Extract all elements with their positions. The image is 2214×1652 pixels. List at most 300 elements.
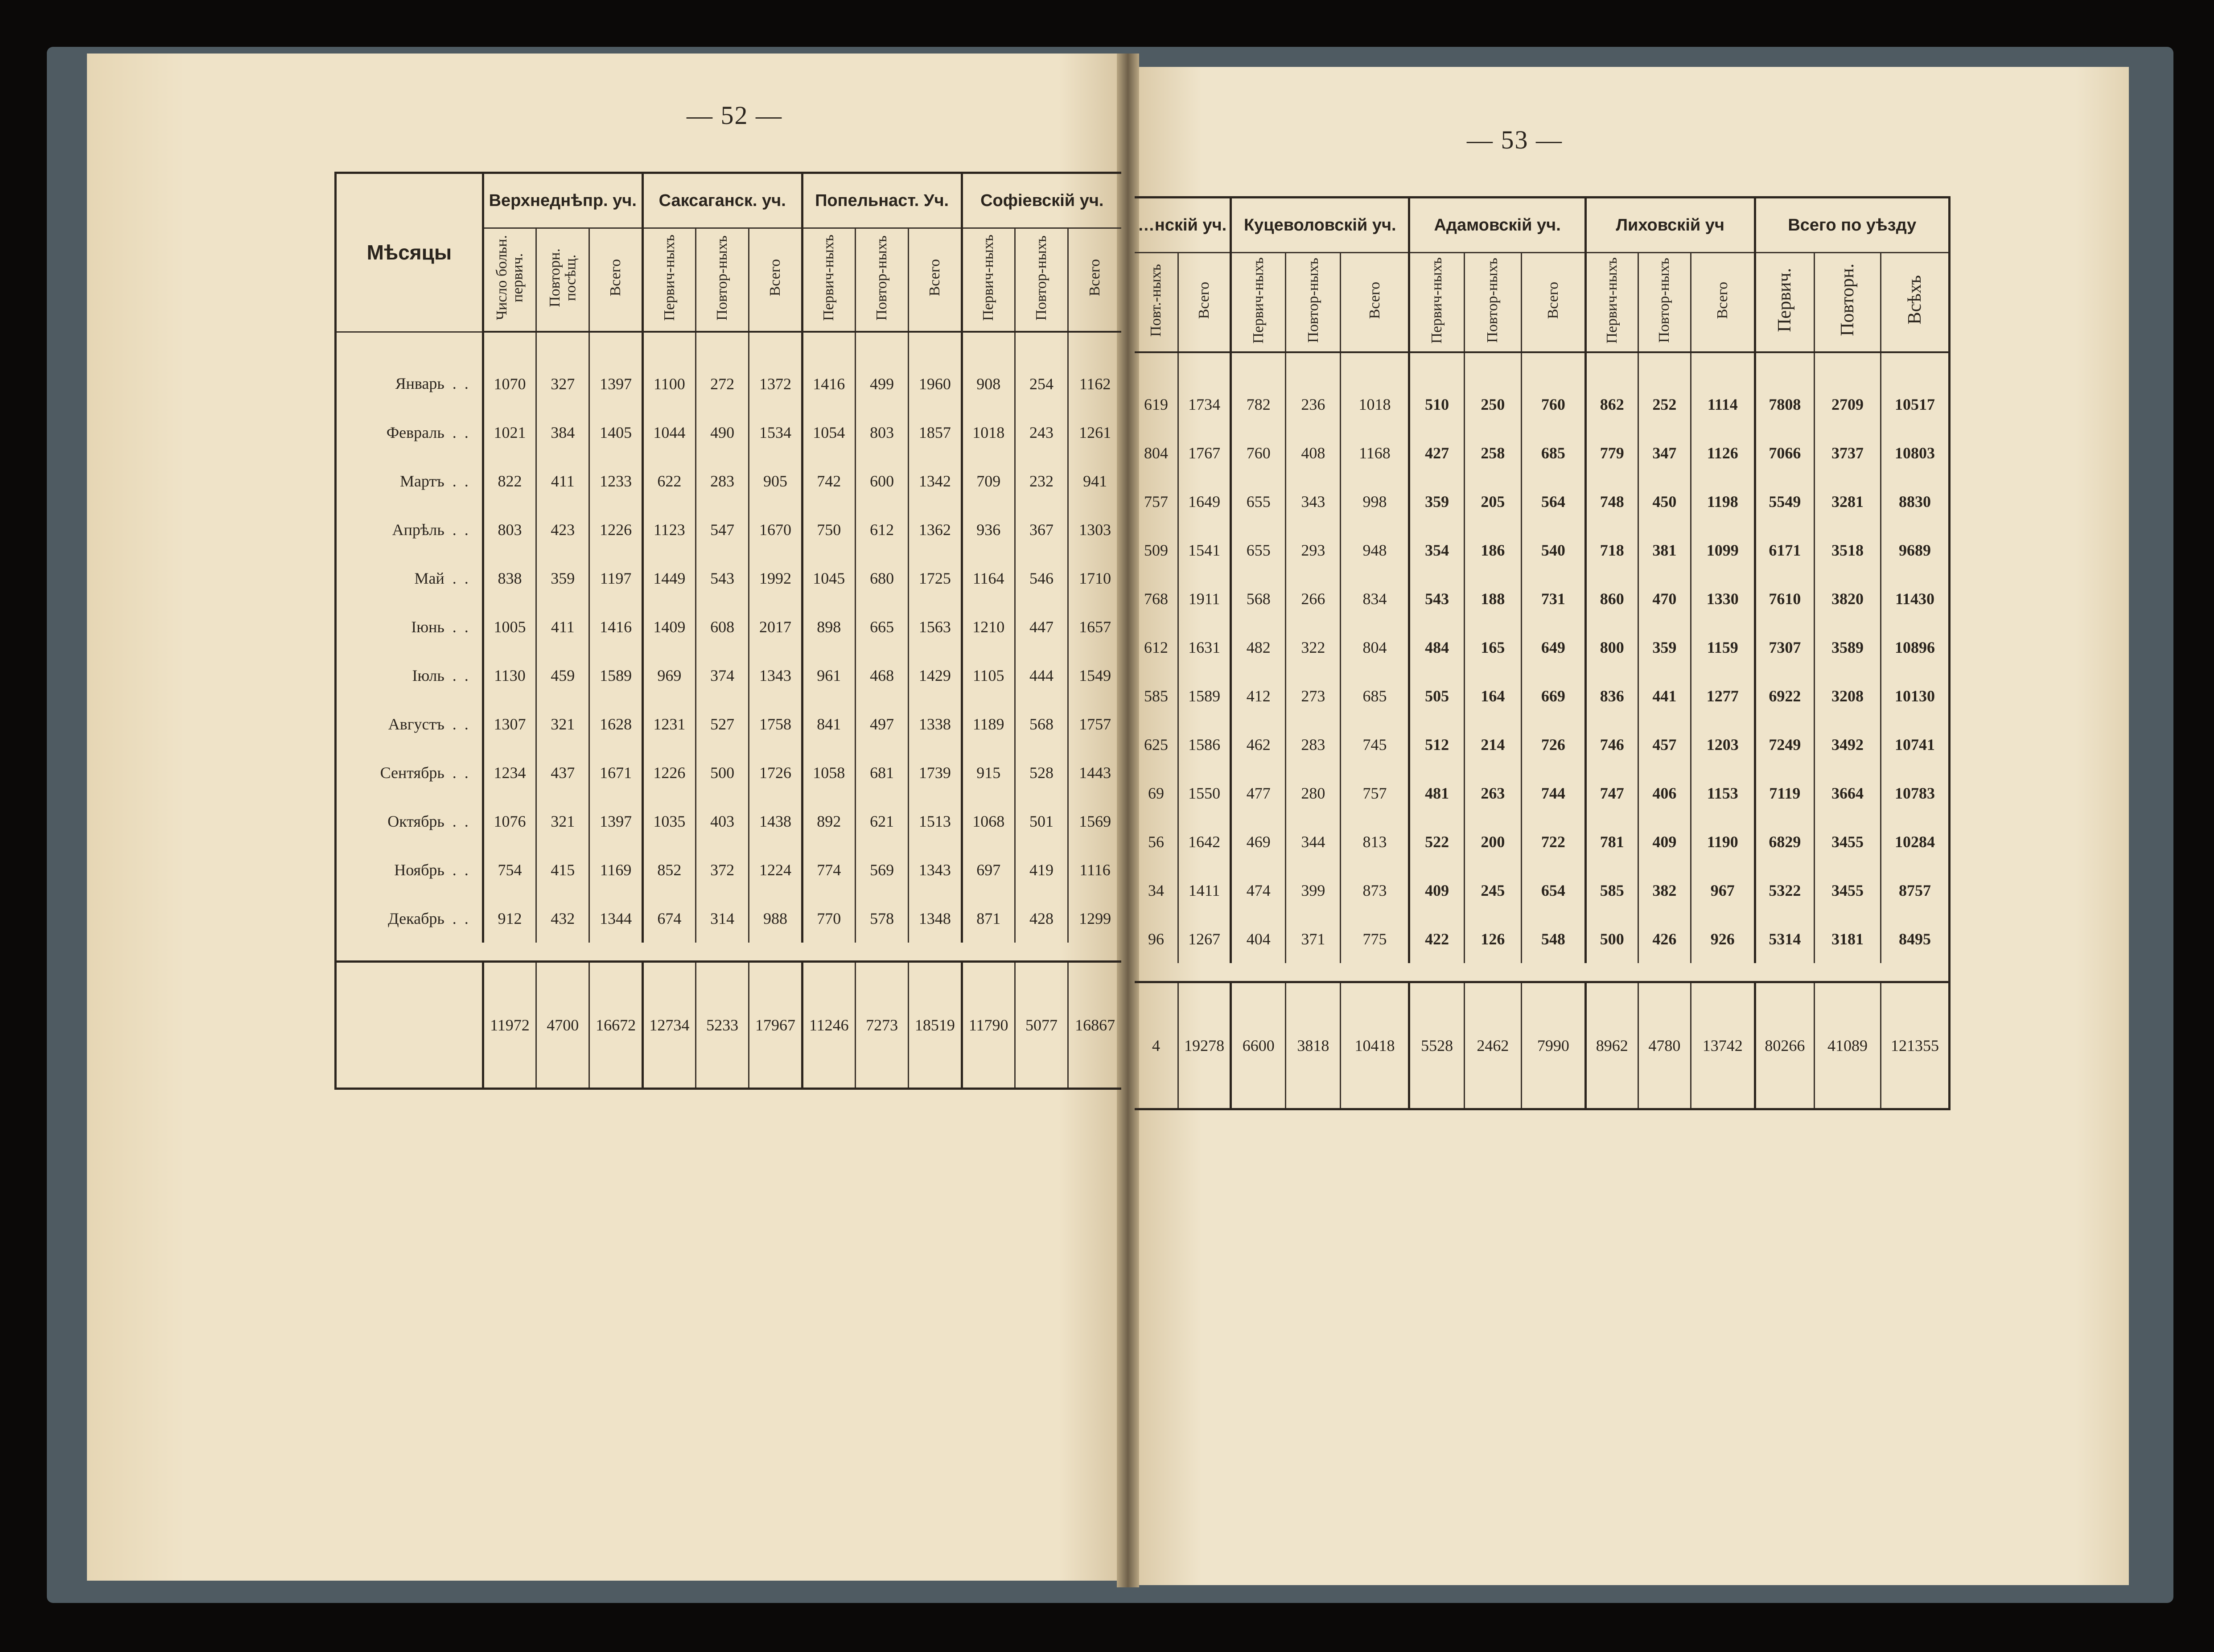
table-cell: 7249 xyxy=(1755,720,1814,769)
total-cell: 6600 xyxy=(1231,982,1286,1109)
table-cell: 457 xyxy=(1638,720,1691,769)
right-subheader-0-0 xyxy=(1135,253,1178,353)
table-cell: 5314 xyxy=(1755,915,1814,963)
table-cell: 7119 xyxy=(1755,769,1814,817)
table-cell: 371 xyxy=(1286,915,1341,963)
table-row xyxy=(1135,866,1950,915)
left-subheader-3-2 xyxy=(1068,228,1121,332)
table-cell: 3208 xyxy=(1815,672,1881,720)
table-cell: 6922 xyxy=(1755,672,1814,720)
right-subheader-text: Повтор-ныхъ xyxy=(1484,258,1501,343)
table-cell: 1299 xyxy=(1068,894,1121,943)
table-cell: 214 xyxy=(1464,720,1521,769)
right-subheader-text: Первич-ныхъ xyxy=(1603,257,1620,344)
table-cell: 11430 xyxy=(1881,574,1949,623)
right-subheader-1-0 xyxy=(1231,253,1286,353)
table-cell: 1443 xyxy=(1068,748,1121,797)
table-cell: 470 xyxy=(1638,574,1691,623)
right-subheader-2-0 xyxy=(1409,253,1464,353)
table-cell: 1992 xyxy=(749,554,802,602)
table-cell: 432 xyxy=(536,894,589,943)
table-cell: 34 xyxy=(1148,881,1165,899)
table-cell: 462 xyxy=(1231,720,1286,769)
table-cell: 1857 xyxy=(909,408,962,457)
right-group-header-0: …нскій уч. xyxy=(1135,198,1231,253)
table-cell: 569 xyxy=(855,845,908,894)
table-cell: 1197 xyxy=(589,554,642,602)
table-cell: 685 xyxy=(1341,672,1409,720)
table-cell: 757 xyxy=(1144,492,1169,511)
total-cell: 16672 xyxy=(589,962,642,1089)
table-cell: 988 xyxy=(749,894,802,943)
table-cell: 912 xyxy=(483,894,536,943)
table-cell: 126 xyxy=(1464,915,1521,963)
table-cell: 408 xyxy=(1286,428,1341,477)
table-cell: 731 xyxy=(1521,574,1585,623)
table-cell: 813 xyxy=(1341,817,1409,866)
table-cell: 382 xyxy=(1638,866,1691,915)
table-cell: 1226 xyxy=(642,748,695,797)
table-cell: 547 xyxy=(696,505,749,554)
table-cell: 800 xyxy=(1585,623,1638,672)
table-cell: 283 xyxy=(1286,720,1341,769)
table-cell: 1642 xyxy=(1178,817,1231,866)
table-cell: 1541 xyxy=(1178,526,1231,574)
table-cell: 548 xyxy=(1521,915,1585,963)
table-cell: 232 xyxy=(1015,457,1068,505)
table-row xyxy=(336,651,1122,700)
table-cell: 998 xyxy=(1341,477,1409,526)
table-cell: 1416 xyxy=(589,602,642,651)
table-cell: 600 xyxy=(855,457,908,505)
table-cell: 697 xyxy=(962,845,1015,894)
table-cell: 10803 xyxy=(1881,428,1949,477)
table-cell: 266 xyxy=(1286,574,1341,623)
table-cell: 468 xyxy=(855,651,908,700)
table-cell: 1589 xyxy=(1178,672,1231,720)
table-cell: 273 xyxy=(1286,672,1341,720)
table-cell: 852 xyxy=(642,845,695,894)
table-cell: 499 xyxy=(855,332,908,408)
table-cell: 374 xyxy=(696,651,749,700)
left-subheader-text: Число больн. первич. xyxy=(493,235,526,321)
table-cell: 860 xyxy=(1585,574,1638,623)
table-cell: 1343 xyxy=(749,651,802,700)
total-cell: 2462 xyxy=(1464,982,1521,1109)
table-cell: 948 xyxy=(1341,526,1409,574)
table-cell: 681 xyxy=(855,748,908,797)
right-subheader-3-0 xyxy=(1585,253,1638,353)
table-cell: 469 xyxy=(1231,817,1286,866)
table-cell: 760 xyxy=(1521,352,1585,428)
table-cell: 327 xyxy=(536,332,589,408)
table-cell: 8495 xyxy=(1881,915,1949,963)
table-cell: 1405 xyxy=(589,408,642,457)
table-cell: 915 xyxy=(962,748,1015,797)
table-cell: 1100 xyxy=(642,332,695,408)
table-row xyxy=(1135,817,1950,866)
table-cell: 742 xyxy=(802,457,855,505)
table-cell: 1035 xyxy=(642,797,695,845)
table-cell: 359 xyxy=(1409,477,1464,526)
table-cell: 1438 xyxy=(749,797,802,845)
table-cell: 1226 xyxy=(589,505,642,554)
table-cell: 1261 xyxy=(1068,408,1121,457)
table-cell: 2017 xyxy=(749,602,802,651)
table-row xyxy=(336,332,1122,408)
table-cell: 1018 xyxy=(962,408,1015,457)
table-cell: 522 xyxy=(1409,817,1464,866)
totals-row xyxy=(1135,982,1950,1109)
total-cell: 80266 xyxy=(1755,982,1814,1109)
table-cell: 898 xyxy=(802,602,855,651)
table-row xyxy=(1135,672,1950,720)
right-subheader-1-2 xyxy=(1341,253,1409,353)
table-row xyxy=(1135,720,1950,769)
right-subheader-text: Всѣхъ xyxy=(1904,275,1925,325)
table-cell: 746 xyxy=(1585,720,1638,769)
right-subheader-text: Всего xyxy=(1196,281,1213,319)
spacer-row xyxy=(1135,963,1950,982)
table-cell: 293 xyxy=(1286,526,1341,574)
right-subheader-text: Повт.-ныхъ xyxy=(1148,264,1165,337)
table-cell: 404 xyxy=(1231,915,1286,963)
right-subheader-text: Повторн. xyxy=(1837,264,1858,336)
left-subheader-text: Повтор-ныхъ xyxy=(873,235,890,321)
right-subheader-4-1 xyxy=(1815,253,1881,353)
table-cell: 528 xyxy=(1015,748,1068,797)
table-cell: 1734 xyxy=(1178,352,1231,428)
totals-label-cell xyxy=(336,962,483,1089)
table-cell: 7808 xyxy=(1755,352,1814,428)
right-subheader-4-0 xyxy=(1755,253,1814,353)
table-cell: 500 xyxy=(1585,915,1638,963)
table-cell: 1068 xyxy=(962,797,1015,845)
table-cell: 1045 xyxy=(802,554,855,602)
left-subheader-text: Первич-ныхъ xyxy=(820,235,837,321)
table-cell: 625 xyxy=(1144,735,1169,754)
table-cell: 564 xyxy=(1521,477,1585,526)
total-cell: 4 xyxy=(1135,982,1178,1109)
table-cell: 748 xyxy=(1585,477,1638,526)
table-cell: 450 xyxy=(1638,477,1691,526)
table-cell: 862 xyxy=(1585,352,1638,428)
table-cell: 10783 xyxy=(1881,769,1949,817)
right-subheader-text: Всего xyxy=(1366,281,1383,319)
table-cell: 757 xyxy=(1341,769,1409,817)
left-subheader-text: Всего xyxy=(607,259,624,297)
table-cell: 1153 xyxy=(1691,769,1755,817)
table-cell: 1569 xyxy=(1068,797,1121,845)
table-cell: 188 xyxy=(1464,574,1521,623)
table-cell: 1044 xyxy=(642,408,695,457)
table-cell: 263 xyxy=(1464,769,1521,817)
total-cell: 7990 xyxy=(1521,982,1585,1109)
table-cell: 585 xyxy=(1585,866,1638,915)
table-cell: 186 xyxy=(1464,526,1521,574)
table-cell: 415 xyxy=(536,845,589,894)
table-cell: 841 xyxy=(802,700,855,748)
table-cell: 10284 xyxy=(1881,817,1949,866)
table-row xyxy=(336,457,1122,505)
table-cell: 804 xyxy=(1341,623,1409,672)
table-cell: 781 xyxy=(1585,817,1638,866)
table-cell: 372 xyxy=(696,845,749,894)
left-subheader-2-1 xyxy=(855,228,908,332)
table-cell: 484 xyxy=(1409,623,1464,672)
table-cell: 9689 xyxy=(1881,526,1949,574)
table-row xyxy=(336,797,1122,845)
table-cell: 1210 xyxy=(962,602,1015,651)
table-cell: 6829 xyxy=(1755,817,1814,866)
table-cell: 1070 xyxy=(483,332,536,408)
table-cell: 56 xyxy=(1148,832,1165,851)
table-cell: 585 xyxy=(1144,687,1169,705)
table-cell: 665 xyxy=(855,602,908,651)
table-cell: 280 xyxy=(1286,769,1341,817)
table-cell: 399 xyxy=(1286,866,1341,915)
right-group-header-2: Адамовскій уч. xyxy=(1409,198,1585,253)
right-subheader-2-2 xyxy=(1521,253,1585,353)
table-cell: 1767 xyxy=(1178,428,1231,477)
table-cell: 1344 xyxy=(589,894,642,943)
left-subheader-text: Первич-ныхъ xyxy=(980,235,997,321)
table-cell: 1362 xyxy=(909,505,962,554)
table-cell: 1231 xyxy=(642,700,695,748)
table-cell: 409 xyxy=(1638,817,1691,866)
table-cell: 1303 xyxy=(1068,505,1121,554)
spacer-cell xyxy=(1135,963,1950,982)
table-cell: 1126 xyxy=(1691,428,1755,477)
table-cell: 1960 xyxy=(909,332,962,408)
table-cell: 428 xyxy=(1015,894,1068,943)
month-column-header: Мѣсяцы xyxy=(336,173,483,332)
table-cell: 747 xyxy=(1585,769,1638,817)
table-cell: 1757 xyxy=(1068,700,1121,748)
table-cell: 7066 xyxy=(1755,428,1814,477)
table-cell: 804 xyxy=(1144,444,1169,462)
table-cell: 873 xyxy=(1341,866,1409,915)
table-cell: 500 xyxy=(696,748,749,797)
table-cell: 1397 xyxy=(589,797,642,845)
table-cell: 10896 xyxy=(1881,623,1949,672)
month-label: Августъ . . xyxy=(388,715,469,733)
table-cell: 1338 xyxy=(909,700,962,748)
month-label: Ноябрь . . xyxy=(394,861,469,879)
table-cell: 608 xyxy=(696,602,749,651)
total-cell: 7273 xyxy=(855,962,908,1089)
right-page-number: — 53 — xyxy=(1467,125,1563,154)
spacer-row xyxy=(336,943,1122,962)
left-subheader-text: Повтор-ныхъ xyxy=(714,235,731,321)
table-cell: 411 xyxy=(536,457,589,505)
table-cell: 621 xyxy=(855,797,908,845)
table-row xyxy=(1135,574,1950,623)
table-row xyxy=(1135,915,1950,963)
left-subheader-1-2 xyxy=(749,228,802,332)
spacer-cell xyxy=(336,943,1122,962)
table-cell: 254 xyxy=(1015,332,1068,408)
table-cell: 568 xyxy=(1015,700,1068,748)
table-cell: 3820 xyxy=(1815,574,1881,623)
table-cell: 359 xyxy=(536,554,589,602)
right-subheader-3-1 xyxy=(1638,253,1691,353)
left-group-header-1: Саксаганск. уч. xyxy=(642,173,802,228)
left-subheader-0-1 xyxy=(536,228,589,332)
table-row xyxy=(336,700,1122,748)
table-row xyxy=(336,748,1122,797)
table-row xyxy=(1135,526,1950,574)
month-label: Апрѣль . . xyxy=(392,520,469,539)
table-cell: 490 xyxy=(696,408,749,457)
right-subheader-text: Первич-ныхъ xyxy=(1250,257,1267,344)
table-cell: 6171 xyxy=(1755,526,1814,574)
table-cell: 770 xyxy=(802,894,855,943)
table-cell: 1628 xyxy=(589,700,642,748)
total-cell: 11246 xyxy=(802,962,855,1089)
left-subheader-0-0 xyxy=(483,228,536,332)
table-cell: 1233 xyxy=(589,457,642,505)
table-row xyxy=(336,408,1122,457)
month-label: Сентябрь . . xyxy=(380,763,469,782)
total-cell: 10418 xyxy=(1341,982,1409,1109)
right-subheader-text: Первич-ныхъ xyxy=(1428,257,1445,344)
total-cell: 16867 xyxy=(1068,962,1121,1089)
table-cell: 961 xyxy=(802,651,855,700)
table-cell: 409 xyxy=(1409,866,1464,915)
left-subheader-1-1 xyxy=(696,228,749,332)
table-cell: 5549 xyxy=(1755,477,1814,526)
left-subheader-2-0 xyxy=(802,228,855,332)
table-cell: 745 xyxy=(1341,720,1409,769)
table-cell: 905 xyxy=(749,457,802,505)
table-cell: 10741 xyxy=(1881,720,1949,769)
table-cell: 501 xyxy=(1015,797,1068,845)
table-cell: 1168 xyxy=(1341,428,1409,477)
table-cell: 321 xyxy=(536,797,589,845)
table-cell: 1549 xyxy=(1068,651,1121,700)
table-row xyxy=(1135,623,1950,672)
table-cell: 1267 xyxy=(1178,915,1231,963)
table-cell: 2709 xyxy=(1815,352,1881,428)
table-cell: 1342 xyxy=(909,457,962,505)
table-cell: 509 xyxy=(1144,541,1169,559)
table-cell: 669 xyxy=(1521,672,1585,720)
table-cell: 477 xyxy=(1231,769,1286,817)
table-cell: 459 xyxy=(536,651,589,700)
table-cell: 1114 xyxy=(1691,352,1755,428)
table-cell: 1105 xyxy=(962,651,1015,700)
table-cell: 803 xyxy=(855,408,908,457)
table-cell: 685 xyxy=(1521,428,1585,477)
table-cell: 1159 xyxy=(1691,623,1755,672)
table-cell: 760 xyxy=(1231,428,1286,477)
table-cell: 3181 xyxy=(1815,915,1881,963)
totals-row xyxy=(336,962,1122,1089)
left-subheader-text: Всего xyxy=(1086,259,1103,297)
table-cell: 359 xyxy=(1638,623,1691,672)
table-row xyxy=(1135,769,1950,817)
table-cell: 1116 xyxy=(1068,845,1121,894)
table-cell: 343 xyxy=(1286,477,1341,526)
table-cell: 69 xyxy=(1148,784,1165,802)
table-cell: 3518 xyxy=(1815,526,1881,574)
table-row xyxy=(1135,352,1950,428)
table-cell: 384 xyxy=(536,408,589,457)
table-cell: 427 xyxy=(1409,428,1464,477)
table-cell: 803 xyxy=(483,505,536,554)
table-cell: 3455 xyxy=(1815,866,1881,915)
table-cell: 510 xyxy=(1409,352,1464,428)
left-subheader-text: Всего xyxy=(926,259,943,297)
table-cell: 1190 xyxy=(1691,817,1755,866)
table-cell: 750 xyxy=(802,505,855,554)
table-cell: 250 xyxy=(1464,352,1521,428)
table-cell: 1416 xyxy=(802,332,855,408)
table-cell: 1099 xyxy=(1691,526,1755,574)
month-label: Май . . xyxy=(414,569,469,587)
table-cell: 892 xyxy=(802,797,855,845)
left-subheader-3-1 xyxy=(1015,228,1068,332)
month-label: Мартъ . . xyxy=(399,472,469,490)
table-cell: 1710 xyxy=(1068,554,1121,602)
table-cell: 1631 xyxy=(1178,623,1231,672)
table-cell: 622 xyxy=(642,457,695,505)
table-cell: 314 xyxy=(696,894,749,943)
table-cell: 447 xyxy=(1015,602,1068,651)
left-subheader-text: Первич-ныхъ xyxy=(661,235,678,321)
month-label: Январь . . xyxy=(395,375,469,393)
table-cell: 1198 xyxy=(1691,477,1755,526)
table-cell: 482 xyxy=(1231,623,1286,672)
table-cell: 718 xyxy=(1585,526,1638,574)
table-cell: 680 xyxy=(855,554,908,602)
table-cell: 1911 xyxy=(1178,574,1231,623)
table-cell: 779 xyxy=(1585,428,1638,477)
month-label: Февраль . . xyxy=(386,423,469,441)
table-cell: 1563 xyxy=(909,602,962,651)
table-cell: 1534 xyxy=(749,408,802,457)
table-cell: 1429 xyxy=(909,651,962,700)
table-row xyxy=(336,894,1122,943)
table-cell: 969 xyxy=(642,651,695,700)
total-cell: 19278 xyxy=(1178,982,1231,1109)
table-row xyxy=(1135,428,1950,477)
table-cell: 1657 xyxy=(1068,602,1121,651)
table-cell: 412 xyxy=(1231,672,1286,720)
total-cell: 5077 xyxy=(1015,962,1068,1089)
table-cell: 406 xyxy=(1638,769,1691,817)
total-cell: 41089 xyxy=(1815,982,1881,1109)
table-cell: 838 xyxy=(483,554,536,602)
table-cell: 612 xyxy=(855,505,908,554)
right-subheader-text: Первич. xyxy=(1774,268,1795,332)
table-cell: 655 xyxy=(1231,526,1286,574)
table-row xyxy=(1135,477,1950,526)
left-subheader-1-0 xyxy=(642,228,695,332)
table-cell: 10517 xyxy=(1881,352,1949,428)
table-cell: 822 xyxy=(483,457,536,505)
table-cell: 744 xyxy=(1521,769,1585,817)
right-statistics-table xyxy=(1135,196,1951,1110)
table-cell: 1449 xyxy=(642,554,695,602)
table-cell: 527 xyxy=(696,700,749,748)
table-cell: 236 xyxy=(1286,352,1341,428)
table-cell: 578 xyxy=(855,894,908,943)
left-subheader-0-2 xyxy=(589,228,642,332)
right-subheader-text: Всего xyxy=(1714,281,1731,319)
month-label: Октябрь . . xyxy=(387,812,469,830)
